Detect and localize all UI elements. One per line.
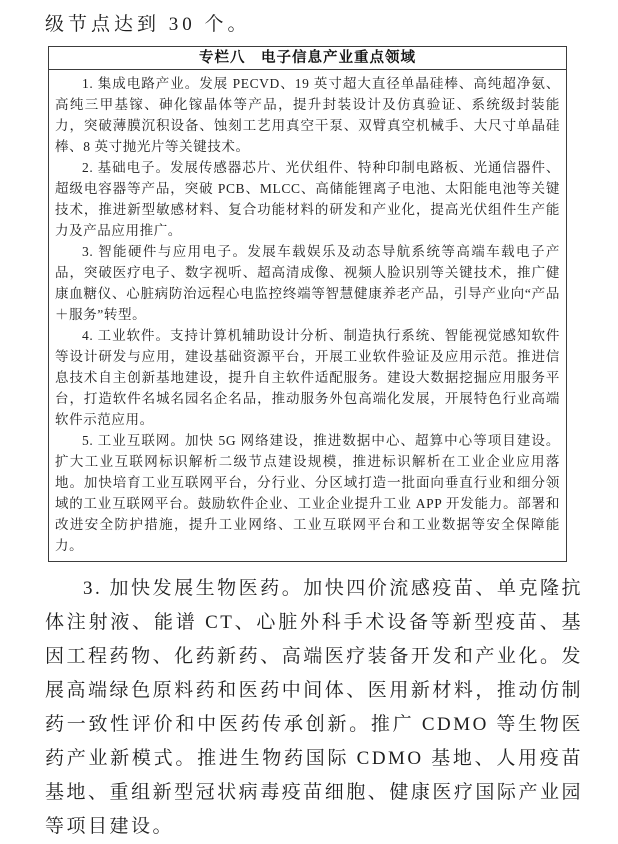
box-item-3: 3. 智能硬件与应用电子。发展车载娱乐及动态导航系统等高端车载电子产品，突破医疗电子、数字视听、超高清成像、视频人脸识别等关键技术，推广健康血糖仪、心脏病防治远程心电监控终端等智慧健康养老产品，引导产业向“产品＋服务”转型。 — [55, 244, 560, 322]
body-paragraph: 3. 加快发展生物医药。加快四价流感疫苗、单克隆抗体注射液、能谱 CT、心脏外科手术设备等新型疫苗、基因工程药物、化药新药、高端医疗装备开发和产业化。发展高端绿色原料药和医药中间体、医用新材料，推动仿制药一致性评价和中医药传承创新。推广 CDMO 等生物医药产业新模式。推进生物药国际 CDMO 基地、人用疫苗基地、重组新型冠状病毒疫苗细胞、健康医疗国际产业园等项目建设。 — [45, 578, 583, 837]
special-column-box — [48, 46, 567, 562]
box-item-5: 5. 工业互联网。加快 5G 网络建设，推进数据中心、超算中心等项目建设。扩大工业互联网标识解析二级节点建设规模，推进标识解析在工业企业应用落地。加快培育工业互联网平台，分行业、分区域打造一批面向垂直行业和细分领域的工业互联网平台。鼓励软件企业、工业企业提升工业 APP 开发能力。部署和改进安全防护措施，提升工业网络、工业互联网平台和工业数据等安全保障能力。 — [55, 433, 560, 553]
intro-line: 级节点达到 30 个。 — [45, 14, 251, 35]
box-title: 专栏八 电子信息产业重点领域 — [49, 47, 566, 70]
box-item-4: 4. 工业软件。支持计算机辅助设计分析、制造执行系统、智能视觉感知软件等设计研发与应用，建设基础资源平台，开展工业软件验证及应用示范。推进信息技术自主创新基地建设，提升自主软件适配服务。建设大数据挖掘应用服务平台，打造软件名城名园名企名品，推动服务外包高端化发展，开展特色行业高端软件示范应用。 — [55, 328, 560, 427]
box-item-2: 2. 基础电子。发展传感器芯片、光伏组件、特种印制电路板、光通信器件、超级电容器等产品，突破 PCB、MLCC、高储能锂离子电池、太阳能电池等关键技术，推进新型敏感材料、复合功能材料的研发和产业化，提高光伏组件生产能力及产品应用推广。 — [55, 160, 560, 238]
box-item-1: 1. 集成电路产业。发展 PECVD、19 英寸超大直径单晶硅棒、高纯超净氨、高纯三甲基镓、砷化镓晶体等产品，提升封装设计及仿真验证、系统级封装能力，突破薄膜沉积设备、蚀刻工艺用真空干泵、双臂真空机械手、大尺寸单晶硅棒、8 英寸抛光片等关键技术。 — [55, 76, 560, 154]
box-content — [49, 70, 566, 561]
